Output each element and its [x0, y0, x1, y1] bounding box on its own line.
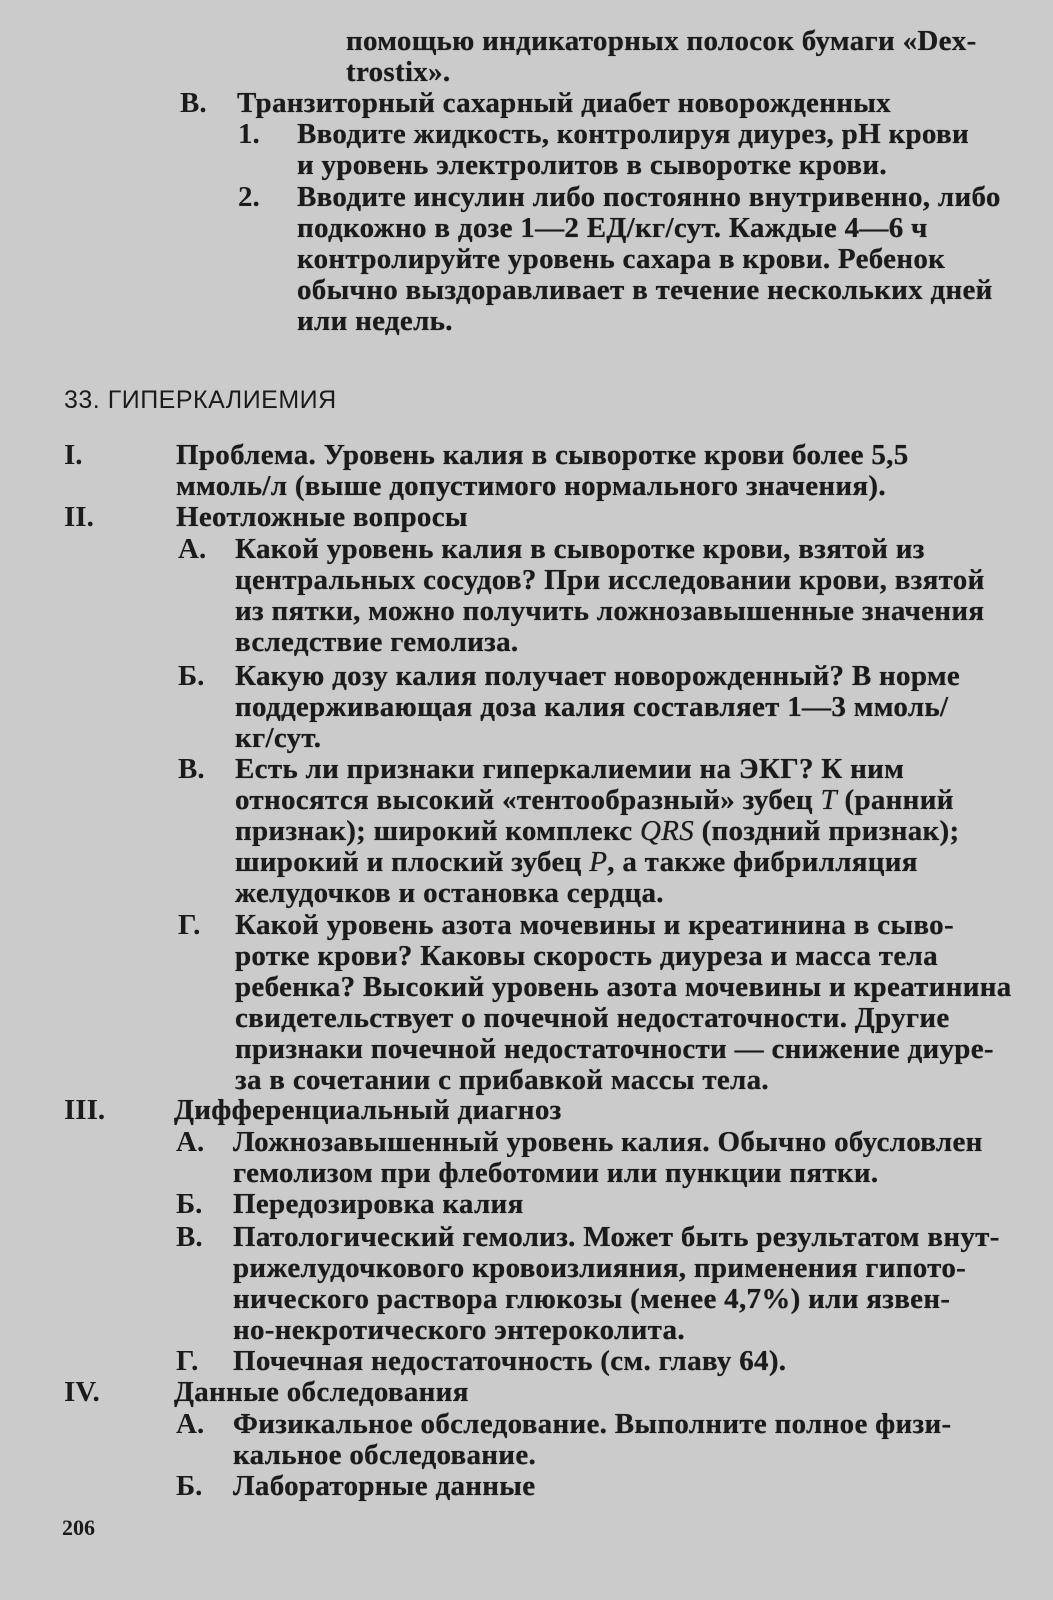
text-line: Какой уровень калия в сыворотке крови, взятой из — [235, 533, 925, 565]
text-line: Вводите инсулин либо постоянно внутривенно, либо — [297, 181, 1001, 213]
text-line: Почечная недостаточность (см. главу 64). — [233, 1345, 787, 1377]
item-marker: А. — [176, 1408, 205, 1440]
text-line: Ложнозавышенный уровень калия. Обычно обусловлен — [233, 1126, 983, 1158]
text-line: центральных сосудов? При исследовании крови, взятой — [235, 564, 985, 596]
section-marker: I. — [64, 439, 83, 471]
text-line: Передозировка калия — [233, 1188, 524, 1220]
text-line: относятся высокий «тентообразный» зубец T (ранний — [235, 784, 954, 816]
text-line: ребенка? Высокий уровень азота мочевины и креатинина — [235, 971, 1012, 1003]
item-marker: 2. — [238, 181, 260, 213]
section-title: Неотложные вопросы — [176, 501, 468, 533]
chapter-heading: 33. ГИПЕРКАЛИЕМИЯ — [64, 386, 337, 414]
item-marker: Б. — [176, 1188, 203, 1220]
item-marker: Б. — [176, 1470, 203, 1502]
text-line: свидетельствует о почечной недостаточности. Другие — [235, 1002, 950, 1034]
text-line: контролируйте уровень сахара в крови. Ребенок — [297, 243, 946, 275]
subsection-title: Транзиторный сахарный диабет новорожденных — [237, 87, 891, 119]
text-line: но-некротического энтероколита. — [233, 1314, 685, 1346]
text-line: гемолизом при флеботомии или пункции пятки. — [233, 1157, 879, 1189]
item-marker: 1. — [238, 118, 260, 150]
wave-p-symbol: P — [589, 846, 608, 878]
text-line: рижелудочкового кровоизлияния, применения гипото- — [233, 1252, 967, 1284]
text-line: из пятки, можно получить ложнозавышенные значения — [235, 595, 985, 627]
section-title: Дифференциальный диагноз — [174, 1094, 562, 1126]
text-line: Какую дозу калия получает новорожденный? В норме — [235, 660, 961, 692]
text-line: Физикальное обследование. Выполните полное физи- — [233, 1408, 952, 1440]
text-line: Какой уровень азота мочевины и креатинина в сыво- — [235, 909, 954, 941]
wave-t-symbol: T — [820, 784, 837, 816]
item-marker: Г. — [178, 909, 201, 941]
text-line: обычно выздоравливает в течение нескольких дней — [297, 274, 993, 306]
text-line: подкожно в дозе 1—2 ЕД/кг/сут. Каждые 4—6 ч — [297, 212, 928, 244]
section-marker: IV. — [64, 1376, 100, 1408]
item-marker: А. — [176, 1126, 205, 1158]
section-marker: III. — [64, 1094, 106, 1126]
text-line: Проблема. Уровень калия в сыворотке крови более 5,5 — [176, 439, 909, 471]
item-marker: В. — [176, 1221, 203, 1253]
page-number: 206 — [62, 1515, 95, 1540]
text-line: кальное обследование. — [233, 1439, 537, 1471]
item-marker: А. — [178, 533, 207, 565]
text-line: ротке крови? Каковы скорость диуреза и масса тела — [235, 940, 938, 972]
text-line: Лабораторные данные — [233, 1470, 536, 1502]
section-marker: II. — [64, 501, 94, 533]
text-line: ммоль/л (выше допустимого нормального значения). — [176, 470, 886, 502]
continuation-line: помощью индикаторных полосок бумаги «Dex- — [346, 25, 977, 57]
text-line: широкий и плоский зубец P, а также фибрилляция — [235, 846, 918, 878]
text-line: Патологический гемолиз. Может быть результатом внут- — [233, 1221, 1000, 1253]
text-line: Вводите жидкость, контролируя диурез, рН крови — [297, 118, 969, 150]
text-line: Есть ли признаки гиперкалиемии на ЭКГ? К ним — [235, 753, 905, 785]
item-marker: В. — [180, 87, 207, 119]
text-line: признаки почечной недостаточности — снижение диуре- — [235, 1033, 994, 1065]
text-line: кг/сут. — [235, 722, 322, 754]
text-line: и уровень электролитов в сыворотке крови. — [297, 149, 887, 181]
text-line: желудочков и остановка сердца. — [235, 877, 664, 909]
continuation-line: trostix». — [346, 56, 451, 88]
text-line: признак); широкий комплекс QRS (поздний признак); — [235, 815, 960, 847]
section-title: Данные обследования — [174, 1376, 469, 1408]
text-line: поддерживающая доза калия составляет 1—3 ммоль/ — [235, 691, 949, 723]
text-line: за в сочетании с прибавкой массы тела. — [235, 1064, 769, 1096]
item-marker: Г. — [176, 1345, 199, 1377]
item-marker: В. — [178, 753, 205, 785]
item-marker: Б. — [178, 660, 205, 692]
text-line: вследствие гемолиза. — [235, 626, 519, 658]
text-line: или недель. — [297, 305, 453, 337]
text-line: нического раствора глюкозы (менее 4,7%) или язвен- — [233, 1283, 951, 1315]
qrs-symbol: QRS — [639, 815, 695, 847]
